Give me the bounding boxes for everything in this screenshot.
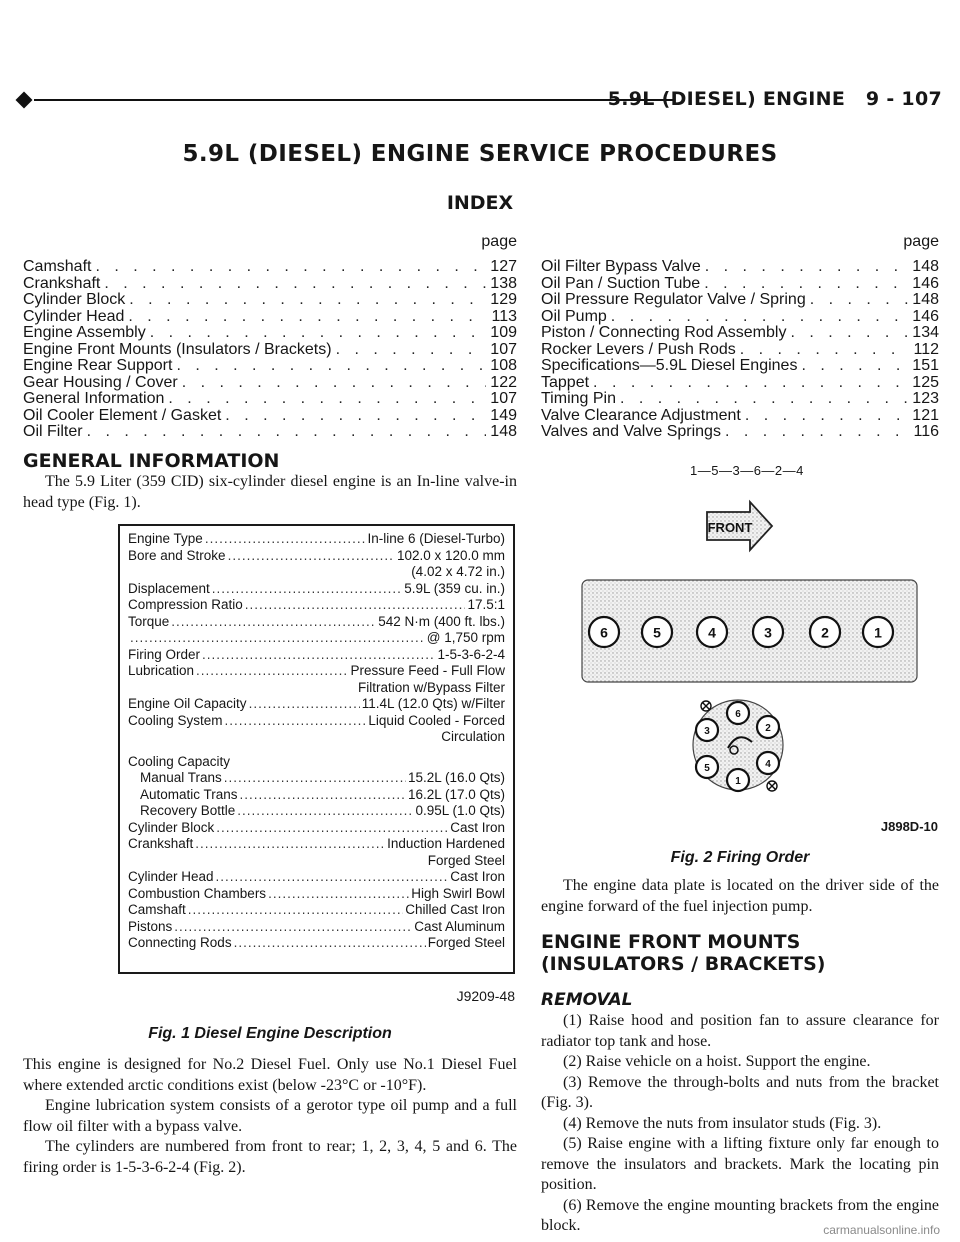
index-entry (541, 373, 939, 390)
index-entry (541, 290, 939, 307)
index-entry-name: Camshaft (23, 258, 92, 275)
index-entry-page: 108 (490, 357, 517, 374)
spec-label: Camshaft (128, 902, 186, 917)
cylinder-marker (697, 617, 727, 647)
spec-label: Manual Trans (140, 770, 222, 785)
spec-row (128, 919, 505, 936)
index-entry (541, 389, 939, 406)
index-entry (23, 422, 517, 439)
cylinder-marker (810, 617, 840, 647)
index-entry-name: Cylinder Head (23, 307, 125, 325)
spec-label: Lubrication (128, 663, 195, 678)
cylinder-number: 3 (704, 726, 710, 738)
spec-value: 0.95L (1.0 Qts) (415, 803, 505, 818)
spec-value: 102.0 x 120.0 mm (396, 547, 505, 563)
index-entry (23, 406, 517, 423)
step: (2) Raise vehicle on a hoist. Support the engine. (563, 1053, 871, 1070)
index-entry-name: Specifications—5.9L Diesel Engines (541, 357, 798, 374)
spec-value: 15.2L (16.0 Qts) (407, 770, 505, 785)
index-entry (541, 356, 939, 373)
cylinder-marker (757, 716, 779, 738)
spec-label: Recovery Bottle (140, 803, 236, 818)
index-entry-page: 125 (912, 373, 939, 391)
cylinder-number: 2 (765, 723, 771, 735)
cylinder-number: 5 (653, 624, 661, 641)
step: (6) Remove the engine mounting brackets from the engine block. (541, 1196, 939, 1234)
general-information-intro: The 5.9 Liter (359 CID) six-cylinder diesel engine is an In-line valve-in head type (Fig. 1). (23, 473, 517, 511)
cylinder-marker (863, 617, 893, 647)
spec-value: In-line 6 (Diesel-Turbo) (367, 531, 505, 546)
spec-value-continued: (4.02 x 4.72 in.) (411, 564, 505, 579)
index-entry (541, 274, 939, 291)
figure-1-id: J9209-48 (456, 988, 515, 1004)
index-entry-page: 129 (490, 291, 517, 308)
removal-heading: REMOVAL (541, 990, 633, 1010)
cylinder-marker (642, 617, 672, 647)
index-entry (23, 257, 517, 274)
index-entry (541, 422, 939, 439)
spec-row (128, 902, 505, 919)
firing-order-label: 1—5—3—6—2—4 (690, 463, 804, 478)
index-entry-name: Oil Filter Bypass Valve (541, 258, 701, 275)
index-entry-page: 116 (913, 423, 939, 440)
index-entry-page: 109 (490, 324, 517, 341)
index-title: INDEX (446, 192, 514, 214)
index-entry-page: 123 (912, 390, 939, 407)
index-list-right (541, 257, 939, 439)
spec-value: Liquid Cooled - Forced (368, 712, 505, 728)
spec-label: Engine Oil Capacity (128, 696, 247, 711)
cylinder-number: 6 (600, 624, 608, 641)
index-entry (23, 274, 517, 291)
spec-label: Displacement (128, 580, 210, 596)
front-mounts-heading: ENGINE FRONT MOUNTS (INSULATORS / BRACKETS) (541, 931, 826, 975)
spec-value: @ 1,750 rpm (426, 630, 505, 645)
cylinder-number: 4 (765, 759, 771, 771)
spec-value: Forged Steel (427, 935, 505, 950)
spec-label: Pistons (128, 918, 173, 934)
cylinder-number: 5 (704, 763, 710, 775)
spec-label: Cooling System (128, 712, 223, 728)
spec-value: 16.2L (17.0 Qts) (407, 786, 505, 802)
index-entry-page: 146 (912, 307, 939, 325)
spec-row (128, 581, 505, 598)
cylinder-number: 1 (735, 776, 741, 788)
spec-value-continued: Forged Steel (427, 852, 505, 868)
paragraph: Engine lubrication system consists of a gerotor type oil pump and a full flow oil filter with a bypass valve. (23, 1097, 517, 1135)
spec-value: Cast Iron (450, 819, 505, 835)
spec-label: Compression Ratio (128, 597, 243, 612)
spec-row (128, 614, 505, 631)
index-entry-name: Oil Cooler Element / Gasket (23, 406, 222, 424)
spec-label: Engine Type (128, 531, 203, 546)
spec-row (128, 820, 505, 837)
index-entry-name: Oil Pressure Regulator Valve / Spring (541, 291, 806, 308)
cylinder-marker (589, 617, 619, 647)
header-title: 5.9L (DIESEL) ENGINE (607, 88, 846, 110)
index-entry-page: 113 (491, 307, 517, 325)
spec-value: Pressure Feed - Full Flow (350, 663, 505, 678)
figure-1-caption: Fig. 1 Diesel Engine Description (148, 1025, 392, 1042)
figure-2-id: J898D-10 (880, 819, 938, 834)
paragraph: This engine is designed for No.2 Diesel Fuel. Only use No.1 Diesel Fuel where extended arctic conditions exist (below -23°C or -10°F). (23, 1056, 517, 1094)
spec-label: Connecting Rods (128, 935, 232, 950)
spec-value: 542 N·m (400 ft. lbs.) (378, 613, 505, 629)
spec-value-continued: Filtration w/Bypass Filter (357, 679, 505, 695)
index-entry-page: 146 (912, 274, 939, 292)
header-text (608, 88, 942, 110)
index-right-column (541, 232, 939, 439)
spec-label: Cylinder Head (128, 869, 214, 884)
spec-label: Bore and Stroke (128, 547, 226, 563)
spec-label: Cylinder Block (128, 819, 215, 835)
diamond-icon (16, 92, 33, 109)
index-entry (541, 257, 939, 274)
cylinder-number: 4 (708, 624, 716, 641)
index-entry (23, 340, 517, 357)
index-page-label: page (481, 233, 517, 250)
index-entry-page: 112 (913, 340, 939, 358)
cylinder-number: 2 (821, 624, 829, 641)
index-entry (541, 340, 939, 357)
index-entry (541, 323, 939, 340)
cylinder-marker (757, 752, 779, 774)
spec-label: Torque (128, 613, 170, 629)
spec-row (128, 531, 505, 548)
step: (3) Remove the through-bolts and nuts from the bracket (Fig. 3). (541, 1073, 939, 1111)
general-information-heading: GENERAL INFORMATION (23, 450, 280, 472)
cylinder-marker (727, 769, 749, 791)
spec-label: Crankshaft (128, 836, 194, 851)
spec-row (128, 787, 505, 804)
spec-row (128, 803, 505, 820)
spec-row (128, 663, 505, 680)
cylinder-number: 6 (735, 709, 741, 721)
crosshair-icon (701, 701, 711, 711)
index-entry-page: 148 (912, 258, 939, 275)
index-entry-name: Piston / Connecting Rod Assembly (541, 324, 787, 341)
index-entry-page: 127 (490, 258, 517, 275)
index-entry (23, 389, 517, 406)
index-entry-page: 134 (912, 324, 939, 341)
index-entry-page: 148 (490, 423, 517, 440)
crosshair-icon (767, 781, 777, 791)
spec-value: Induction Hardened (387, 836, 505, 851)
spec-row (128, 886, 505, 903)
index-entry-page: 107 (490, 340, 517, 358)
index-entry-name: Oil Pump (541, 307, 607, 325)
index-entry-page: 122 (490, 373, 517, 391)
spec-row (128, 696, 505, 713)
index-entry-page: 148 (912, 291, 939, 308)
index-entry (23, 290, 517, 307)
index-entry-name: Tappet (541, 373, 590, 391)
index-entry (541, 307, 939, 324)
spec-value: 1-5-3-6-2-4 (437, 646, 505, 662)
front-arrow-icon (707, 502, 772, 550)
cylinder-marker (753, 617, 783, 647)
spec-label: Combustion Chambers (128, 885, 267, 901)
index-entry-page: 107 (490, 390, 517, 407)
spec-value: 5.9L (359 cu. in.) (404, 580, 505, 596)
spec-row (128, 836, 505, 853)
removal-steps (541, 1011, 939, 1237)
dot-leader (87, 422, 487, 441)
spec-value: High Swirl Bowl (411, 885, 505, 901)
cylinder-number: 1 (874, 624, 882, 641)
spec-label: Firing Order (128, 646, 201, 662)
running-header (18, 88, 942, 114)
spec-label: Automatic Trans (140, 786, 238, 802)
index-entry-name: Valve Clearance Adjustment (541, 406, 741, 424)
spec-row (128, 597, 505, 614)
index-entry-name: Crankshaft (23, 274, 101, 292)
index-entry-name: Valves and Valve Springs (541, 423, 721, 440)
step: (5) Raise engine with a lifting fixture only far enough to remove the insulators and brackets. Mark the locating pin position. (541, 1135, 939, 1193)
cylinder-marker (696, 719, 718, 741)
spec-row (128, 548, 505, 565)
index-entry-name: Oil Pan / Suction Tube (541, 274, 701, 292)
left-body-text (23, 1055, 517, 1178)
firing-order-diagram (540, 480, 940, 840)
spec-row (128, 770, 505, 787)
index-entry-name: Engine Assembly (23, 324, 146, 341)
spec-value: Cast Aluminum (414, 918, 505, 934)
index-entry-name: Timing Pin (541, 390, 616, 407)
spec-row (128, 630, 505, 647)
index-entry-page: 149 (490, 406, 517, 424)
figure-2-caption: Fig. 2 Firing Order (670, 849, 810, 866)
paragraph: The cylinders are numbered from front to rear; 1, 2, 3, 4, 5 and 6. The firing order is 1-5-3-6-2-4 (Fig. 2). (23, 1138, 517, 1176)
index-entry-name: Gear Housing / Cover (23, 373, 178, 391)
spec-section-label: Cooling Capacity (128, 753, 231, 769)
index-entry-name: Oil Filter (23, 423, 83, 440)
spec-value: 11.4L (12.0 Qts) w/Filter (361, 696, 505, 711)
engine-spec-table (118, 524, 515, 974)
cylinder-marker (696, 756, 718, 778)
step: (1) Raise hood and position fan to assure clearance for radiator top tank and hose. (541, 1012, 939, 1050)
index-entry (541, 406, 939, 423)
spec-value: 17.5:1 (467, 597, 505, 612)
spec-row (128, 647, 505, 664)
index-entry-page: 121 (912, 406, 939, 424)
index-entry-page: 151 (912, 357, 939, 374)
cylinder-marker (727, 702, 749, 724)
front-label: FRONT (707, 520, 753, 535)
spec-row (128, 935, 505, 952)
index-entry (23, 356, 517, 373)
cylinder-number: 3 (764, 624, 772, 641)
index-entry-name: Rocker Levers / Push Rods (541, 340, 736, 358)
index-list-left (23, 257, 517, 439)
page-title: 5.9L (DIESEL) ENGINE SERVICE PROCEDURES (182, 141, 778, 167)
index-entry-name: Engine Front Mounts (Insulators / Brackets) (23, 340, 332, 358)
data-plate-paragraph: The engine data plate is located on the driver side of the engine forward of the fuel injection pump. (541, 877, 939, 915)
index-entry-page: 138 (490, 274, 517, 292)
spec-value: Chilled Cast Iron (405, 902, 505, 917)
dot-leader (725, 422, 910, 441)
index-entry-name: General Information (23, 390, 165, 407)
index-entry (23, 307, 517, 324)
index-entry-name: Engine Rear Support (23, 357, 173, 374)
spec-row (128, 713, 505, 730)
spec-row (128, 869, 505, 886)
index-left-column (23, 232, 517, 439)
index-entry (23, 323, 517, 340)
index-entry-name: Cylinder Block (23, 291, 126, 308)
index-entry (23, 373, 517, 390)
watermark: carmanualsonline.info (823, 1223, 940, 1237)
header-page-number: 9 - 107 (865, 88, 942, 110)
spec-value-continued: Circulation (441, 729, 505, 744)
index-page-label: page (903, 233, 939, 250)
header-rule (34, 99, 674, 101)
spec-value: Cast Iron (450, 869, 505, 884)
step: (4) Remove the nuts from insulator studs (Fig. 3). (563, 1114, 882, 1132)
